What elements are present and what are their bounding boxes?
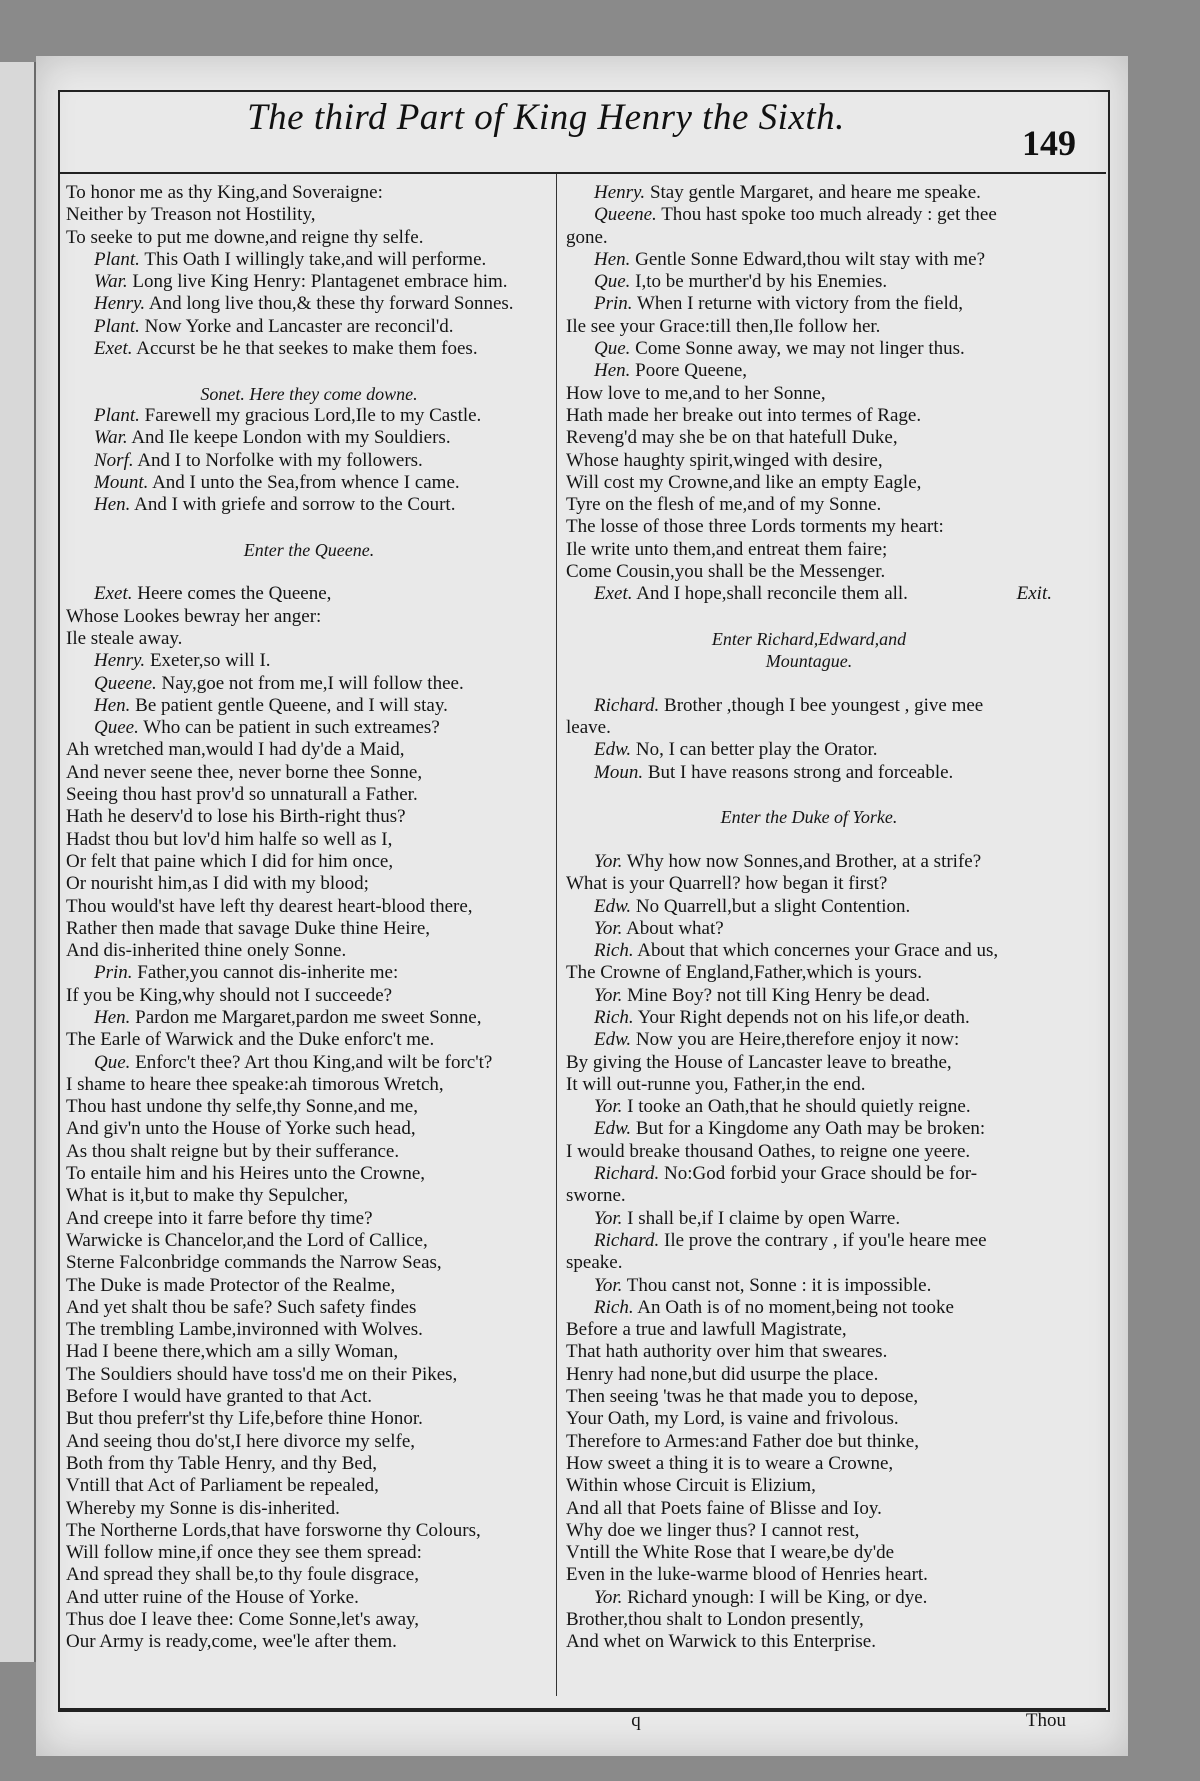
verse-line: I shame to heare thee speake:ah timorous Wretch,: [66, 1073, 444, 1095]
speaker-name: Quee.: [94, 717, 139, 739]
speaker-name: Edw.: [594, 739, 632, 761]
stage-direction: Sonet. Here they come downe.: [200, 383, 418, 404]
verse-line: Will cost my Crowne,and like an empty Eagle,: [566, 471, 922, 493]
verse-line: What is it,but to make thy Sepulcher,: [66, 1185, 349, 1207]
speech-text: No Quarrell,but a slight Contention.: [635, 895, 911, 917]
verse-line: Thou would'st have left thy dearest heart-blood there,: [66, 895, 473, 917]
speaker-name: Hen.: [594, 360, 631, 382]
speech-line: [566, 338, 1052, 360]
verse-line: Even in the luke-warme blood of Henries heart.: [566, 1564, 928, 1586]
speech-line: [566, 182, 1052, 204]
verse-line: The Crowne of England,Father,which is yours.: [566, 962, 922, 984]
speaker-name: Exet.: [94, 583, 133, 605]
speaker-name: Edw.: [594, 1118, 632, 1140]
verse-line: Ah wretched man,would I had dy'de a Maid,: [66, 739, 405, 761]
verse-line: It will out-runne you, Father,in the end.: [566, 1073, 866, 1095]
speech-line: [566, 1118, 1052, 1140]
verse-line: speake.: [566, 1252, 623, 1274]
speech-line: [566, 1163, 1052, 1185]
speech-text: And I hope,shall reconcile them all.: [636, 583, 908, 605]
verse-line: Vntill that Act of Parliament be repealed,: [66, 1475, 379, 1497]
verse-line: How love to me,and to her Sonne,: [566, 382, 826, 404]
speech-line: [66, 494, 552, 516]
stage-direction: Enter the Queene.: [243, 539, 375, 560]
page-number: 149: [1022, 123, 1076, 163]
speech-line: [566, 851, 1052, 873]
verse-line: Before I would have granted to that Act.: [66, 1386, 373, 1408]
speech-line: [566, 1230, 1052, 1252]
speech-text: Be patient gentle Queene, and I will stay.: [135, 694, 448, 716]
speech-line: [566, 1096, 1052, 1118]
speech-text: Mine Boy? not till King Henry be dead.: [627, 984, 931, 1006]
verse-line: Thou hast undone thy selfe,thy Sonne,and me,: [66, 1096, 418, 1118]
verse-line: The Duke is made Protector of the Realme,: [66, 1274, 396, 1296]
left-text-column: [66, 182, 552, 1654]
spacer: [566, 829, 1052, 851]
speaker-name: Queene.: [94, 672, 157, 694]
verse-line: Hadst thou but lov'd him halfe so well as I,: [66, 828, 393, 850]
verse-line: Or nourisht him,as I did with my blood;: [66, 873, 369, 895]
speaker-name: Yor.: [594, 1096, 623, 1118]
verse-line: Whose haughty spirit,winged with desire,: [566, 449, 883, 471]
spacer: [66, 561, 552, 583]
speaker-name: Queene.: [594, 204, 657, 226]
speech-text: Father,you cannot dis-inherite me:: [137, 962, 399, 984]
speaker-name: Yor.: [594, 850, 623, 872]
speech-text: No:God forbid your Grace should be for-: [664, 1163, 978, 1185]
speech-line: [66, 271, 552, 293]
speech-line: [566, 1007, 1052, 1029]
adjacent-page-edge: [0, 62, 36, 1662]
verse-line: Will follow mine,if once they see them spread:: [66, 1542, 422, 1564]
speaker-name: Yor.: [594, 1274, 623, 1296]
speaker-name: Exet.: [94, 338, 133, 360]
speaker-name: Edw.: [594, 1029, 632, 1051]
speech-line: [566, 985, 1052, 1007]
verse-line: Brother,thou shalt to London presently,: [566, 1609, 864, 1630]
speech-text: Long live King Henry: Plantagenet embrace him.: [132, 271, 508, 293]
speech-line: [66, 962, 552, 984]
speech-text: An Oath is of no moment,being not tooke: [637, 1296, 954, 1318]
speech-text: But I have reasons strong and forceable.: [647, 761, 954, 783]
speaker-name: Richard.: [594, 1229, 660, 1251]
folio-page: [36, 56, 1128, 1756]
speaker-name: Edw.: [594, 895, 632, 917]
speech-line: [566, 1208, 1052, 1230]
verse-line: Then seeing 'twas he that made you to depose,: [566, 1386, 919, 1408]
verse-line: The losse of those three Lords torments my heart:: [566, 516, 944, 538]
verse-line: Warwicke is Chancelor,and the Lord of Callice,: [66, 1229, 428, 1251]
speaker-name: Exet.: [594, 583, 633, 605]
speaker-name: Hen.: [94, 494, 131, 516]
verse-line: And giv'n unto the House of Yorke such head,: [66, 1118, 416, 1140]
verse-line: And never seene thee, never borne thee Sonne,: [66, 761, 423, 783]
speech-line: [566, 918, 1052, 940]
speaker-name: Henry.: [94, 650, 146, 672]
speech-text: No, I can better play the Orator.: [635, 739, 878, 761]
speech-text: And I unto the Sea,from whence I came.: [152, 471, 460, 493]
speaker-name: Yor.: [594, 917, 623, 939]
stage-direction: Mountague.: [765, 651, 853, 672]
verse-line: Neither by Treason not Hostility,: [66, 204, 316, 226]
speech-text: About what?: [626, 917, 724, 939]
speech-line: [566, 695, 1052, 717]
speech-text: And long live thou,& these thy forward Sonnes.: [148, 293, 514, 315]
speaker-name: Plant.: [94, 315, 140, 337]
speech-line: [566, 204, 1052, 226]
speaker-name: Mount.: [94, 471, 149, 493]
verse-line: By giving the House of Lancaster leave to breathe,: [566, 1051, 952, 1073]
verse-line: Within whose Circuit is Elizium,: [566, 1475, 816, 1497]
verse-line: Whose Lookes bewray her anger:: [66, 605, 322, 627]
verse-line: Ile write unto them,and entreat them faire;: [566, 538, 888, 560]
speech-line: [66, 472, 552, 494]
speaker-name: Norf.: [94, 449, 134, 471]
verse-line: Why doe we linger thus? I cannot rest,: [566, 1519, 860, 1541]
speech-line: [566, 896, 1052, 918]
speech-line: [66, 427, 552, 449]
verse-line: Therefore to Armes:and Father doe but thinke,: [566, 1430, 919, 1452]
verse-line: Both from thy Table Henry, and thy Bed,: [66, 1452, 378, 1474]
spacer: [566, 606, 1052, 628]
speaker-name: War.: [94, 271, 128, 293]
speech-line: [66, 338, 552, 360]
speech-text: And I with griefe and sorrow to the Court.: [134, 494, 456, 516]
speech-line: [66, 673, 552, 695]
speaker-name: Rich.: [594, 1006, 634, 1028]
verse-line: How sweet a thing it is to weare a Crowne,: [566, 1452, 894, 1474]
speech-line: [566, 739, 1052, 761]
speaker-name: Rich.: [594, 940, 634, 962]
verse-line: leave.: [566, 717, 611, 739]
speaker-name: Richard.: [594, 1163, 660, 1185]
speech-line: [566, 583, 1052, 605]
speech-line: [66, 293, 552, 315]
speech-text: I tooke an Oath,that he should quietly reigne.: [627, 1096, 971, 1118]
speaker-name: Rich.: [594, 1296, 634, 1318]
speaker-name: War.: [94, 427, 128, 449]
speech-line: [566, 1587, 1052, 1609]
stage-direction: Enter Richard,Edward,and: [711, 628, 907, 649]
verse-line: Ile steale away.: [66, 627, 183, 649]
verse-line: What is your Quarrell? how began it first?: [566, 873, 888, 895]
speech-text: Pardon me Margaret,pardon me sweet Sonne,: [135, 1006, 482, 1028]
speech-text: Poore Queene,: [635, 360, 748, 382]
speech-text: Thou canst not, Sonne : it is impossible.: [626, 1274, 932, 1296]
speech-text: Accurst be he that seekes to make them foes.: [136, 338, 478, 360]
speaker-name: Hen.: [594, 248, 631, 270]
verse-line: Come Cousin,you shall be the Messenger.: [566, 561, 886, 583]
speech-line: [66, 650, 552, 672]
verse-line: Sterne Falconbridge commands the Narrow Seas,: [66, 1252, 442, 1274]
speaker-name: Henry.: [594, 182, 646, 203]
verse-line: The Earle of Warwick and the Duke enforc't me.: [66, 1029, 435, 1051]
verse-line: The trembling Lambe,invironned with Wolves.: [66, 1319, 423, 1341]
speaker-name: Yor.: [594, 984, 623, 1006]
verse-line: Our Army is ready,come, wee'le after them.: [66, 1631, 397, 1653]
speech-line: [566, 293, 1052, 315]
speech-text: Gentle Sonne Edward,thou wilt stay with me?: [635, 248, 986, 270]
speech-line: [66, 405, 552, 427]
speech-line: [566, 1275, 1052, 1297]
right-text-column: [566, 182, 1052, 1654]
speech-text: Your Right depends not on his life,or death.: [637, 1006, 970, 1028]
speech-text: Nay,goe not from me,I will follow thee.: [161, 672, 464, 694]
verse-line: Hath he deserv'd to lose his Birth-right thus?: [66, 806, 406, 828]
speech-text: This Oath I willingly take,and will performe.: [144, 248, 487, 270]
speech-line: [66, 695, 552, 717]
speech-text: Thou hast spoke too much already : get thee: [661, 204, 997, 226]
speech-text: I shall be,if I claime by open Warre.: [627, 1207, 901, 1229]
speech-text: And I to Norfolke with my followers.: [137, 449, 423, 471]
speech-text: Why how now Sonnes,and Brother, at a strife?: [626, 850, 982, 872]
header-rule: [58, 172, 1106, 174]
speaker-name: Prin.: [94, 962, 133, 984]
verse-line: Your Oath, my Lord, is vaine and frivolous.: [566, 1408, 899, 1430]
speech-line: [566, 1297, 1052, 1319]
speech-text: Now you are Heire,therefore enjoy it now:: [635, 1029, 960, 1051]
verse-line: And whet on Warwick to this Enterprise.: [566, 1631, 876, 1653]
running-title: The third Part of King Henry the Sixth.: [247, 97, 845, 138]
speech-line: [66, 450, 552, 472]
verse-line: Seeing thou hast prov'd so unnaturall a Father.: [66, 784, 418, 806]
speaker-name: Plant.: [94, 404, 140, 426]
verse-line: Vntill the White Rose that I weare,be dy'de: [566, 1542, 895, 1564]
verse-line: Whereby my Sonne is dis-inherited.: [66, 1497, 340, 1519]
verse-line: That hath authority over him that sweares.: [566, 1341, 888, 1363]
speech-text: Ile prove the contrary , if you'le heare mee: [664, 1229, 987, 1251]
speech-text: When I returne with victory from the field,: [636, 293, 964, 315]
spacer: [66, 516, 552, 538]
verse-line: And yet shalt thou be safe? Such safety findes: [66, 1296, 417, 1318]
verse-line: Hath made her breake out into termes of Rage.: [566, 404, 922, 426]
speech-text: Enforc't thee? Art thou King,and wilt be forc't?: [135, 1051, 493, 1073]
verse-line: Before a true and lawfull Magistrate,: [566, 1319, 847, 1341]
speaker-name: Richard.: [594, 694, 660, 716]
verse-line: As thou shalt reigne but by their sufferance.: [66, 1140, 400, 1162]
speaker-name: Hen.: [94, 1006, 131, 1028]
speech-text: Come Sonne away, we may not linger thus.: [635, 338, 965, 360]
speaker-name: Moun.: [594, 761, 644, 783]
speaker-name: Prin.: [594, 293, 633, 315]
verse-line: gone.: [566, 226, 608, 248]
verse-line: Had I beene there,which am a silly Woman,: [66, 1341, 399, 1363]
speech-line: [566, 940, 1052, 962]
speech-line: [66, 717, 552, 739]
verse-line: I would breake thousand Oathes, to reigne one yeere.: [566, 1140, 971, 1162]
speaker-name: Plant.: [94, 248, 140, 270]
speech-line: [566, 249, 1052, 271]
speech-line: [566, 360, 1052, 382]
verse-line: sworne.: [566, 1185, 626, 1207]
speaker-name: Que.: [94, 1051, 131, 1073]
speaker-name: Hen.: [94, 694, 131, 716]
verse-line: And all that Poets faine of Blisse and Ioy.: [566, 1497, 882, 1519]
speech-text: About that which concernes your Grace and us,: [637, 940, 999, 962]
speech-text: Stay gentle Margaret, and heare me speake.: [649, 182, 981, 203]
verse-line: Rather then made that savage Duke thine Heire,: [66, 917, 431, 939]
verse-line: And spread they shall be,to thy foule disgrace,: [66, 1564, 419, 1586]
speaker-name: Que.: [594, 271, 631, 293]
speech-line: [566, 1029, 1052, 1051]
verse-line: And creepe into it farre before thy time?: [66, 1207, 373, 1229]
catchword: Thou: [1025, 1710, 1066, 1731]
speech-line: [566, 762, 1052, 784]
speaker-name: Que.: [594, 338, 631, 360]
verse-line: The Northerne Lords,that have forsworne thy Colours,: [66, 1519, 481, 1541]
speech-text: Farewell my gracious Lord,Ile to my Castle.: [144, 404, 482, 426]
speech-text: Now Yorke and Lancaster are reconcil'd.: [144, 315, 454, 337]
verse-line: Or felt that paine which I did for him once,: [66, 850, 394, 872]
speech-text: Richard ynough: I will be King, or dye.: [627, 1586, 928, 1608]
speech-text: And Ile keepe London with my Souldiers.: [131, 427, 451, 449]
speaker-name: Yor.: [594, 1207, 623, 1229]
verse-line: And seeing thou do'st,I here divorce my selfe,: [66, 1430, 416, 1452]
spacer: [566, 784, 1052, 806]
spacer: [566, 673, 1052, 695]
speech-text: Brother ,though I bee youngest , give mee: [664, 694, 984, 716]
speech-text: Exeter,so will I.: [149, 650, 271, 672]
signature-mark: q: [631, 1710, 641, 1731]
speaker-name: Yor.: [594, 1586, 623, 1608]
verse-line: To honor me as thy King,and Soveraigne:: [66, 182, 383, 203]
verse-line: Reveng'd may she be on that hatefull Duke,: [566, 427, 898, 449]
verse-line: But thou preferr'st thy Life,before thine Honor.: [66, 1408, 423, 1430]
speech-text: Heere comes the Queene,: [137, 583, 332, 605]
speech-line: [66, 1007, 552, 1029]
verse-line: Tyre on the flesh of me,and of my Sonne.: [566, 494, 882, 516]
verse-line: And utter ruine of the House of Yorke.: [66, 1586, 359, 1608]
verse-line: And dis-inherited thine onely Sonne.: [66, 940, 347, 962]
speech-text: I,to be murther'd by his Enemies.: [635, 271, 888, 293]
speaker-name: Henry.: [94, 293, 146, 315]
exit-direction: Exit.: [1016, 583, 1052, 605]
spacer: [66, 360, 552, 382]
verse-line: Thus doe I leave thee: Come Sonne,let's away,: [66, 1609, 420, 1630]
verse-line: Henry had none,but did usurpe the place.: [566, 1363, 879, 1385]
speech-line: [66, 249, 552, 271]
speech-text: Who can be patient in such extreames?: [143, 717, 440, 739]
speech-line: [66, 583, 552, 605]
verse-line: To seeke to put me downe,and reigne thy selfe.: [66, 226, 424, 248]
verse-line: If you be King,why should not I succeede?: [66, 984, 393, 1006]
column-divider: [556, 174, 557, 1696]
speech-line: [66, 1052, 552, 1074]
verse-line: The Souldiers should have toss'd me on their Pikes,: [66, 1363, 458, 1385]
speech-line: [66, 316, 552, 338]
speech-text: But for a Kingdome any Oath may be broken:: [635, 1118, 986, 1140]
speech-line: [566, 271, 1052, 293]
verse-line: To entaile him and his Heires unto the Crowne,: [66, 1163, 426, 1185]
stage-direction: Enter the Duke of Yorke.: [720, 807, 898, 828]
verse-line: Ile see your Grace:till then,Ile follow her.: [566, 315, 881, 337]
